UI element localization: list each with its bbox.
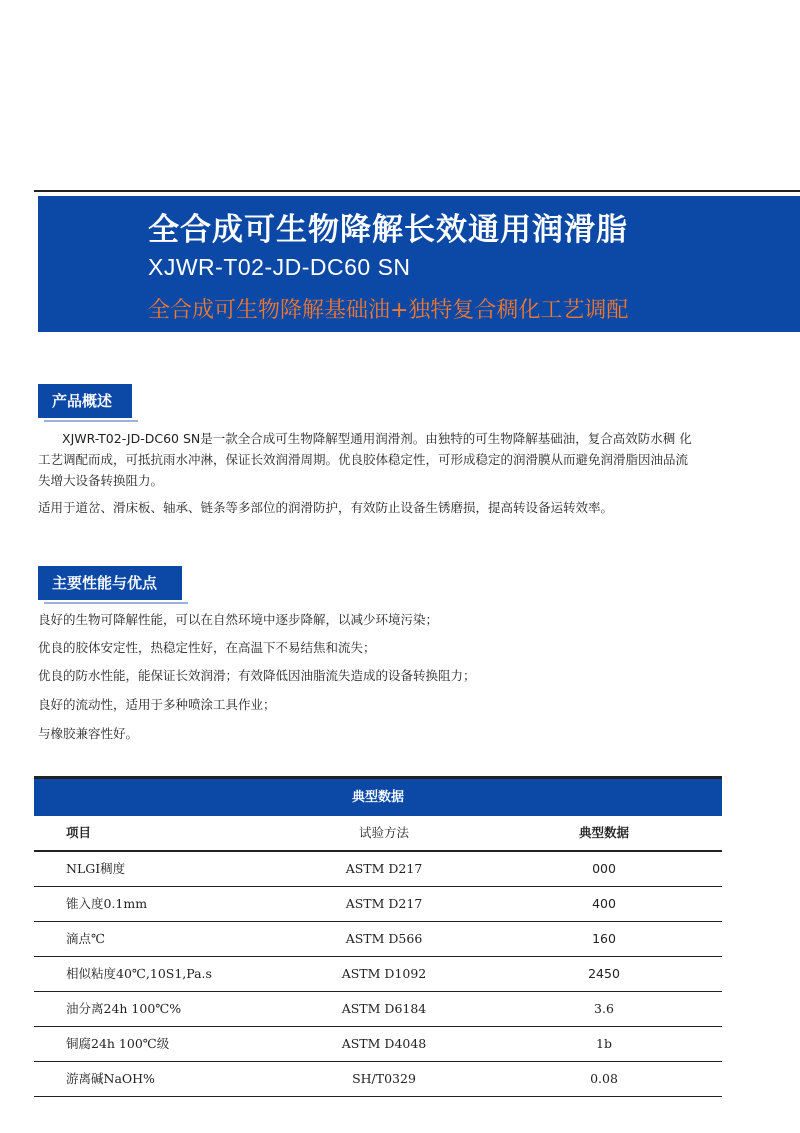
row-item: 游离碱NaOH% xyxy=(66,1071,155,1086)
row-item: NLGI稠度 xyxy=(66,861,126,876)
table-row xyxy=(34,1062,722,1097)
overview-paragraph-1: XJWR-T02-JD-DC60 SN是一款全合成可生物降解型通用润滑剂。由独特的可生物降解基础油，复合高效防水稠 化工艺调配而成，可抵抗雨水冲淋，保证长效润滑周期。优良胶体稳定性，可形成稳定的润滑膜从而避免润滑脂因油品流失增大设备转换阻力。 xyxy=(38,431,692,488)
overview-paragraph-2: 适用于道岔、滑床板、轴承、链条等多部位的润滑防护，有效防止设备生锈磨损，提高转设备运转效率。 xyxy=(38,500,614,515)
table-header-row xyxy=(34,816,722,852)
row-value: 0.08 xyxy=(590,1071,618,1086)
table-row xyxy=(34,922,722,957)
feature-item: 良好的流动性，适用于多种喷涂工具作业； xyxy=(38,697,276,712)
product-tagline: 全合成可生物降解基础油+独特复合稠化工艺调配 xyxy=(148,298,629,323)
row-item: 锥入度0.1mm xyxy=(66,896,148,911)
row-value: 160 xyxy=(592,931,616,946)
row-method: ASTM D4048 xyxy=(341,1036,427,1051)
product-model: XJWR-T02-JD-DC60 SN xyxy=(148,254,411,280)
row-value: 2450 xyxy=(588,966,620,981)
section-label-overview: 产品概述 xyxy=(38,384,132,418)
row-item: 相似粘度40℃,10S1,Pa.s xyxy=(66,966,212,981)
table-row xyxy=(34,1027,722,1062)
title-banner xyxy=(38,196,800,332)
row-value: 3.6 xyxy=(594,1001,614,1016)
table-row xyxy=(34,852,722,887)
table-row xyxy=(34,887,722,922)
row-item: 油分离24h 100℃% xyxy=(66,1001,182,1016)
row-item: 铜腐24h 100℃级 xyxy=(66,1036,170,1051)
row-value: 000 xyxy=(592,861,616,876)
row-method: ASTM D217 xyxy=(345,861,423,876)
row-method: ASTM D1092 xyxy=(341,966,427,981)
feature-item: 优良的防水性能，能保证长效润滑；有效降低因油脂流失造成的设备转换阻力； xyxy=(38,668,476,683)
row-method: ASTM D6184 xyxy=(341,1001,427,1016)
table-caption: 典型数据 xyxy=(34,776,722,816)
table-row xyxy=(34,992,722,1027)
top-divider xyxy=(34,190,800,192)
feature-item: 良好的生物可降解性能，可以在自然环境中逐步降解，以减少环境污染； xyxy=(38,612,439,627)
feature-item: 与橡胶兼容性好。 xyxy=(38,726,139,741)
row-method: SH/T0329 xyxy=(352,1071,416,1086)
typical-data-table xyxy=(34,776,722,1097)
row-method: ASTM D566 xyxy=(345,931,423,946)
row-item: 滴点℃ xyxy=(66,931,105,946)
row-method: ASTM D217 xyxy=(345,896,423,911)
header-item: 项目 xyxy=(66,825,92,840)
table-row xyxy=(34,957,722,992)
header-value: 典型数据 xyxy=(578,825,629,840)
feature-item: 优良的胶体安定性，热稳定性好，在高温下不易结焦和流失； xyxy=(38,640,376,655)
product-title: 全合成可生物降解长效通用润滑脂 xyxy=(148,212,628,248)
row-value: 400 xyxy=(592,896,616,911)
row-value: 1b xyxy=(596,1036,612,1051)
header-method: 试验方法 xyxy=(358,825,409,840)
section-label-features: 主要性能与优点 xyxy=(38,566,182,600)
